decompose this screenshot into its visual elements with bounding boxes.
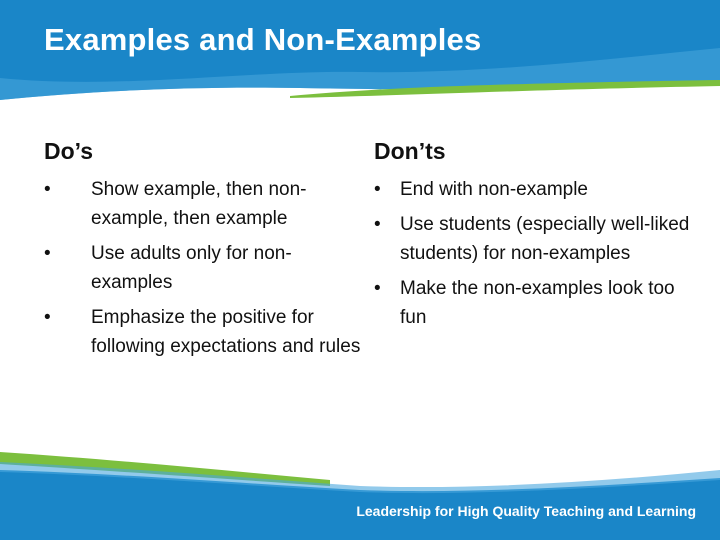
dos-item-text: Emphasize the positive for following expectations and rules <box>91 307 361 357</box>
bullet-icon: • <box>44 307 51 328</box>
donts-item <box>374 210 694 268</box>
footer-text: Leadership for High Quality Teaching and Learning <box>356 503 696 519</box>
bullet-icon: • <box>44 179 51 200</box>
bullet-icon: • <box>44 243 51 264</box>
dos-list <box>44 175 364 367</box>
dos-heading: Do’s <box>44 138 93 164</box>
bullet-icon: • <box>374 278 381 299</box>
donts-item-text: Make the non-examples look too fun <box>400 278 675 328</box>
dos-item <box>44 175 364 233</box>
bullet-icon: • <box>374 179 381 200</box>
donts-heading: Don’ts <box>374 138 446 164</box>
dos-item <box>44 303 364 361</box>
donts-item <box>374 274 694 332</box>
slide-title: Examples and Non-Examples <box>44 22 482 57</box>
dos-item-text: Show example, then non-example, then example <box>91 179 307 229</box>
dos-item <box>44 239 364 297</box>
donts-item-text: End with non-example <box>400 179 588 200</box>
donts-item <box>374 175 694 204</box>
dos-item-text: Use adults only for non-examples <box>91 243 292 293</box>
bullet-icon: • <box>374 214 381 235</box>
donts-list <box>374 175 694 338</box>
donts-item-text: Use students (especially well-liked students) for non-examples <box>400 214 690 264</box>
